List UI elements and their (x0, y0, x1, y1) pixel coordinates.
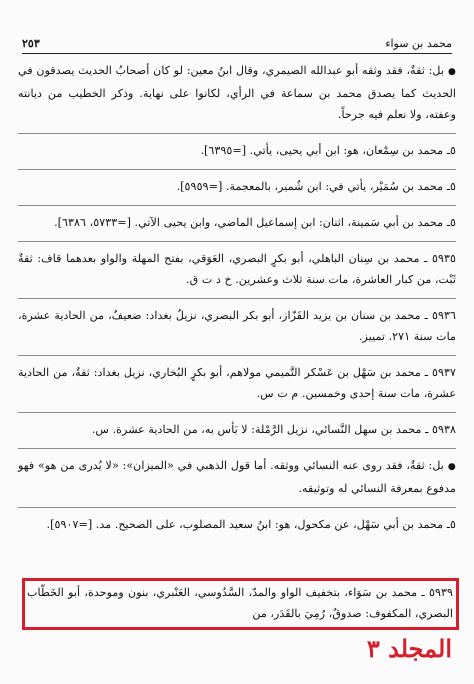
main-content (18, 60, 456, 543)
running-header (22, 35, 452, 54)
volume-label: المجلد ٣ (366, 634, 452, 663)
separator (18, 448, 456, 449)
entry-biography: ٥٩٣٧ ـ محمد بن سَهْل بن عَسْكر التَّميمي مولاهم، أبو بكرٍ البُخاري، نزيل بغداد: ثقةٌ، من الحادية عشرة، مات سنة إحدى وخمسين. م ت س. (18, 366, 456, 400)
separator (18, 298, 456, 299)
entry-comment: ● بل: ثقةٌ، فقد وثقه أبو عبدالله الصيمري، وقال ابنُ معين: لو كان أصحابُ الحديث يصدقون في الحديث كما يصدق محمد بن سماعة في الرأي، لكانوا على نهاية. وذكر الخطيب من ديانته وعفته، ولا نعلم فيه جرحاً. (18, 60, 456, 125)
separator (18, 205, 456, 206)
separator (18, 241, 456, 242)
highlighted-entry: ٥٩٣٩ ـ محمد بن سَوَاء، بتخفيف الواو والمدّ، السَّدُوسي، العَنْبري، بنون وموحدة، أبو الخَطّاب البصري، المكفوف: صدوقٌ، رُمِيَ بالقَدَر، من (27, 586, 453, 620)
entry-comment: ● بل: ثقةٌ، فقد روى عنه النسائي ووثقه. أما قول الذهبي في «الميزان»: «لا يُدرى من هو» فهو مدفوع بمعرفة النسائي له وتوثيقه. (18, 455, 456, 499)
separator (18, 169, 456, 170)
entry-biography: ٥٩٣٦ ـ محمد بن سنان بن يزيد القَزّاز، أبو بكر البصري، نزيلُ بغداد: ضعيفٌ، من الحادية عشرة، مات سنة ٢٧١. تمييز. (18, 309, 456, 343)
page-number: ٢٥٣ (22, 37, 40, 50)
separator (18, 507, 456, 508)
separator (18, 355, 456, 356)
entry-reference: ٥ـ محمد بن أبي سَمينة، اثنان: ابن إسماعيل الماضي، وابن يحيى الآتي. [=٥٧٣٣، ٦٣٨٦]. (54, 216, 456, 229)
entry-reference: ٥ـ محمد بن أبي سَهْل، عن مكحول، هو: ابنُ سعيد المصلوب، على الصحيح. مد. [=٥٩٠٧]. (46, 518, 456, 531)
entry-reference: ٥ـ محمد بن سِمْعان، هو: ابن أبي يحيى، يأتي. [=٦٣٩٥]. (200, 144, 456, 157)
running-title: محمد بن سواء (385, 37, 452, 50)
entry-reference: ٥ـ محمد بن سُمَيْر، يأتي في: ابن شُمير، بالمعجمة. [=٥٩٥٩]. (176, 180, 456, 193)
entry-biography: ٥٩٣٨ ـ محمد بن سهل النَّسائي، نزيل الرَّمْلة: لا بَأس به، من الحادية عشرة. س. (91, 423, 456, 436)
separator (18, 133, 456, 134)
entry-biography: ٥٩٣٥ ـ محمد بن سِنان الباهلي، أبو بكرٍ البصري، العَوَقي، بفتح المهلة والواو بعدهما قاف: ثقةٌ ثَبْت، من كبار العاشرة، مات سنة ثلاث وعشرين. خ د ت ق. (18, 252, 456, 286)
separator (18, 412, 456, 413)
